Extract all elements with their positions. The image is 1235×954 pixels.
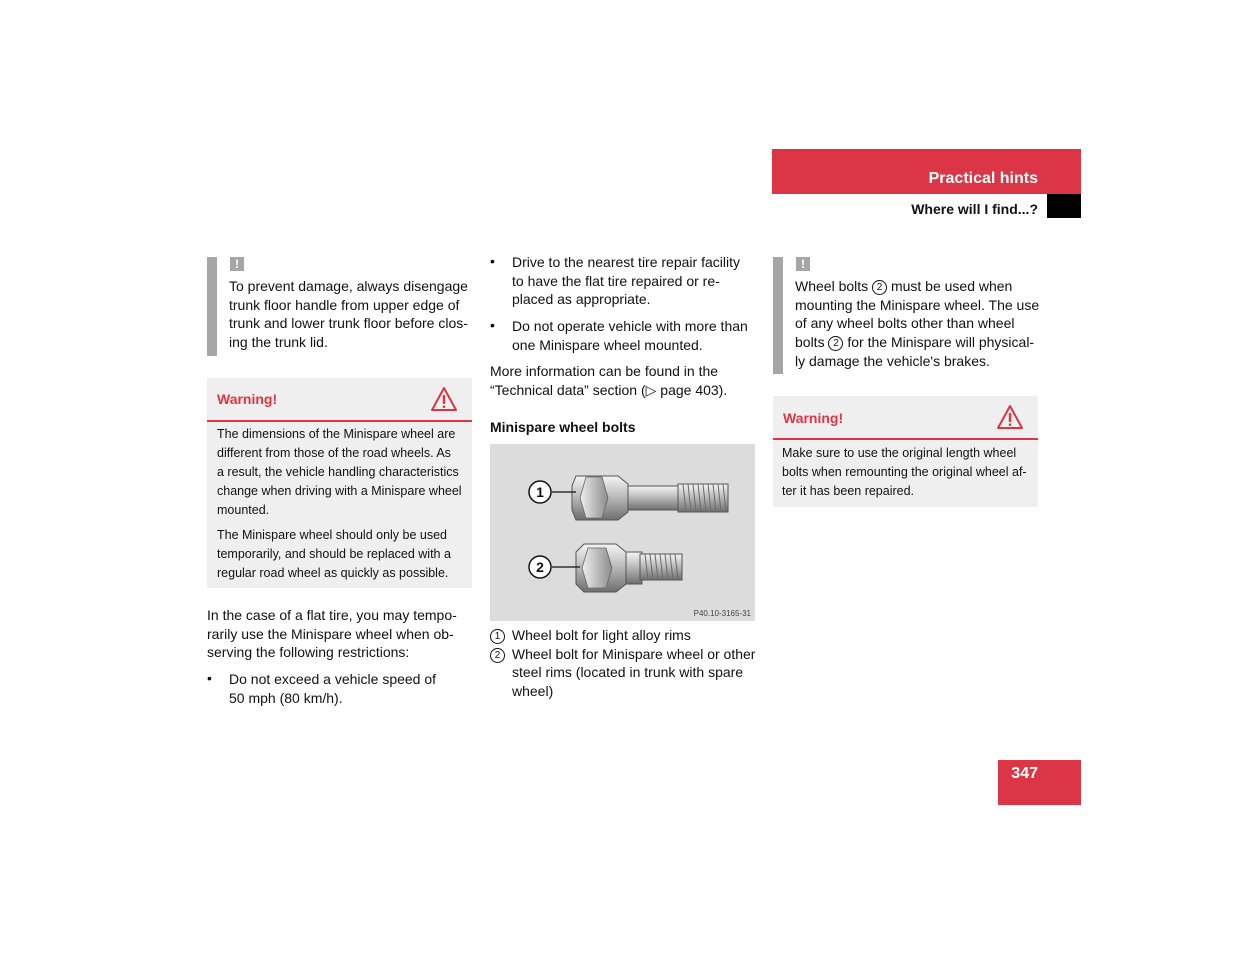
- text-line: Make sure to use the original length wheel: [782, 446, 1017, 460]
- text-line: To prevent damage, always disengage: [229, 278, 468, 294]
- note-sidebar: [207, 257, 217, 356]
- text-line: [795, 333, 1045, 352]
- warning-header: [207, 378, 472, 422]
- wheel-bolt-minispare-image: [576, 544, 682, 592]
- text-line: trunk and lower trunk floor before clos-: [229, 315, 468, 332]
- text-line: ly damage the vehicle's brakes.: [795, 352, 990, 369]
- text-line: ing the trunk lid.: [229, 334, 328, 351]
- text-line: temporarily, and should be replaced with a: [217, 547, 451, 561]
- text-fragment: Wheel bolts: [795, 278, 869, 294]
- warning-box-left: [207, 378, 472, 588]
- note-left-text: [229, 277, 479, 352]
- text-line: a result, the vehicle handling characteristics: [217, 465, 459, 479]
- wheel-bolts-illustration: [490, 444, 755, 621]
- warning-box-right: [773, 396, 1038, 507]
- legend-number: 2: [490, 648, 505, 663]
- legend-text: wheel): [512, 683, 554, 700]
- note-exclamation-icon: !: [796, 257, 810, 271]
- note-sidebar: [773, 257, 783, 374]
- warning-triangle-icon: [430, 386, 458, 412]
- text-line: rarily use the Minispare wheel when ob-: [207, 625, 454, 642]
- text-line: mounted.: [217, 503, 270, 517]
- bullet-marker: •: [490, 317, 495, 333]
- text-line: regular road wheel as quickly as possible.: [217, 566, 449, 580]
- text-line: trunk floor handle from upper edge of: [229, 296, 460, 313]
- bullet-marker: •: [207, 670, 212, 686]
- warning-left-body: [217, 425, 469, 583]
- text-line: “Technical data” section (▷ page 403).: [490, 381, 728, 398]
- text-fragment: must be used when: [890, 278, 1013, 294]
- text-line: bolts when remounting the original wheel af-: [782, 465, 1027, 479]
- legend-text: Wheel bolt for light alloy rims: [511, 627, 691, 643]
- text-line: to have the flat tire repaired or re-: [512, 272, 720, 289]
- intro-paragraph: [207, 606, 472, 662]
- text-line: ter it has been repaired.: [782, 484, 915, 498]
- legend-number: 1: [490, 629, 505, 644]
- text-line: Do not exceed a vehicle speed of: [229, 671, 437, 687]
- text-line: different from those of the road wheels. As: [217, 446, 451, 460]
- legend-text: steel rims (located in trunk with spare: [512, 664, 744, 681]
- bullet-item-single-minispare: [512, 317, 762, 354]
- bullet-item-repair: [512, 253, 762, 309]
- page-number: 347: [1011, 765, 1038, 782]
- text-line: serving the following restrictions:: [207, 644, 410, 661]
- text-line: mounting the Minispare wheel. The use: [795, 296, 1040, 313]
- text-line: The Minispare wheel should only be used: [217, 528, 447, 542]
- wheel-bolt-light-alloy-image: [572, 476, 728, 520]
- legend-item-1: [490, 626, 760, 645]
- note-exclamation-icon: !: [230, 257, 244, 271]
- figure-legend: [490, 626, 760, 701]
- text-line: Drive to the nearest tire repair facility: [512, 254, 740, 270]
- warning-triangle-icon: [996, 404, 1024, 430]
- note-right-text: [795, 277, 1045, 371]
- more-info-paragraph: [490, 362, 760, 399]
- text-line: The dimensions of the Minispare wheel are: [217, 427, 456, 441]
- bullet-marker: •: [490, 253, 495, 269]
- text-line: Do not operate vehicle with more than: [512, 318, 748, 334]
- subsection-title: Where will I find...?: [911, 201, 1038, 217]
- callout-2-label: 2: [536, 559, 544, 575]
- text-line: placed as appropriate.: [512, 291, 651, 308]
- text-fragment: bolts: [795, 334, 825, 351]
- warning-title: Warning!: [783, 410, 844, 426]
- text-line: [795, 277, 1045, 296]
- reference-number: 2: [872, 280, 887, 295]
- text-fragment: for the Minispare will physical-: [847, 334, 1035, 351]
- text-line: change when driving with a Minispare wheel: [217, 484, 462, 498]
- legend-text: Wheel bolt for Minispare wheel or other: [511, 645, 756, 662]
- header-tab-marker: [1047, 194, 1081, 218]
- bullet-item-speed: [229, 670, 472, 707]
- text-line: More information can be found in the: [490, 363, 719, 379]
- callout-1-label: 1: [536, 484, 544, 500]
- figure-heading: Minispare wheel bolts: [490, 419, 636, 435]
- text-line: of any wheel bolts other than wheel: [795, 315, 1015, 332]
- warning-title: Warning!: [217, 391, 278, 407]
- reference-number: 2: [828, 336, 843, 351]
- section-title: Practical hints: [928, 170, 1038, 187]
- figure-reference: P40.10-3165-31: [693, 609, 751, 618]
- text-line: 50 mph (80 km/h).: [229, 689, 343, 706]
- text-line: In the case of a flat tire, you may tempo-: [207, 607, 457, 623]
- legend-item-2: [490, 645, 760, 664]
- wheel-bolts-drawing: [490, 444, 755, 621]
- warning-right-body: [782, 444, 1034, 501]
- warning-header: [773, 396, 1038, 440]
- text-line: one Minispare wheel mounted.: [512, 336, 703, 353]
